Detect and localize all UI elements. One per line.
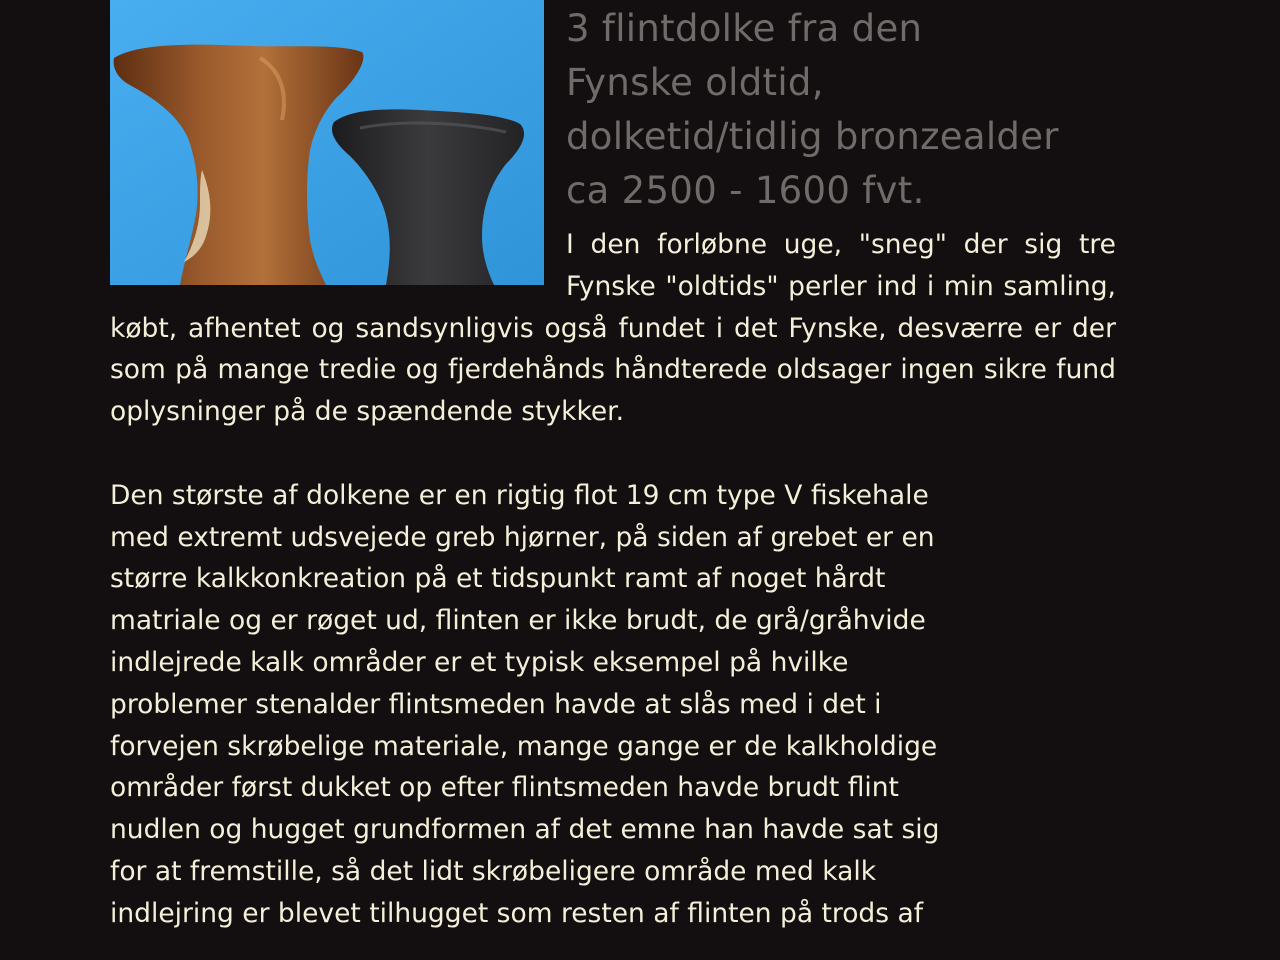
paragraph-line: indlejring er blevet tilhugget som resten af flinten på trods af	[110, 897, 924, 929]
paragraph-line: forvejen skrøbelige materiale, mange gange er de kalkholdige	[110, 730, 938, 762]
intro-paragraph: I den forløbne uge, "sneg" der sig tre Fynske "oldtids" perler ind i min samling, købt, afhentet og sandsynligvis også fundet i det Fynske, desværre er der som på mange tredie og fjerdehånds håndterede oldsager ingen sikre fund oplysninger på de spændende stykker.	[110, 229, 1116, 428]
article	[110, 0, 1116, 935]
flint-daggers-illustration	[110, 0, 544, 285]
headline-line: 3 flintdolke fra den	[566, 7, 923, 50]
paragraph-spacer	[110, 433, 1116, 475]
description-paragraph	[110, 475, 1116, 935]
paragraph-line: med extremt udsvejede greb hjørner, på siden af grebet er en	[110, 521, 935, 553]
paragraph-line: problemer stenalder flintsmeden havde at slås med i det i	[110, 688, 882, 720]
paragraph-line: indlejrede kalk områder er et typisk eksempel på hvilke	[110, 646, 849, 678]
headline-line: Fynske oldtid,	[566, 61, 824, 104]
flint-daggers-photo	[110, 0, 544, 285]
paragraph-line: nudlen og hugget grundformen af det emne han havde sat sig	[110, 814, 940, 846]
paragraph-line: områder først dukket op efter flintsmeden havde brudt flint	[110, 772, 899, 804]
headline-line: ca 2500 - 1600 fvt.	[566, 169, 925, 212]
paragraph-line: matriale og er røget ud, flinten er ikke brudt, de grå/gråhvide	[110, 605, 926, 637]
headline-line: dolketid/tidlig bronzealder	[566, 115, 1059, 158]
paragraph-line: Den største af dolkene er en rigtig flot 19 cm type V fiskehale	[110, 479, 929, 511]
paragraph-line: større kalkkonkreation på et tidspunkt ramt af noget hårdt	[110, 563, 886, 595]
paragraph-line: for at fremstille, så det lidt skrøbeligere område med kalk	[110, 855, 877, 887]
